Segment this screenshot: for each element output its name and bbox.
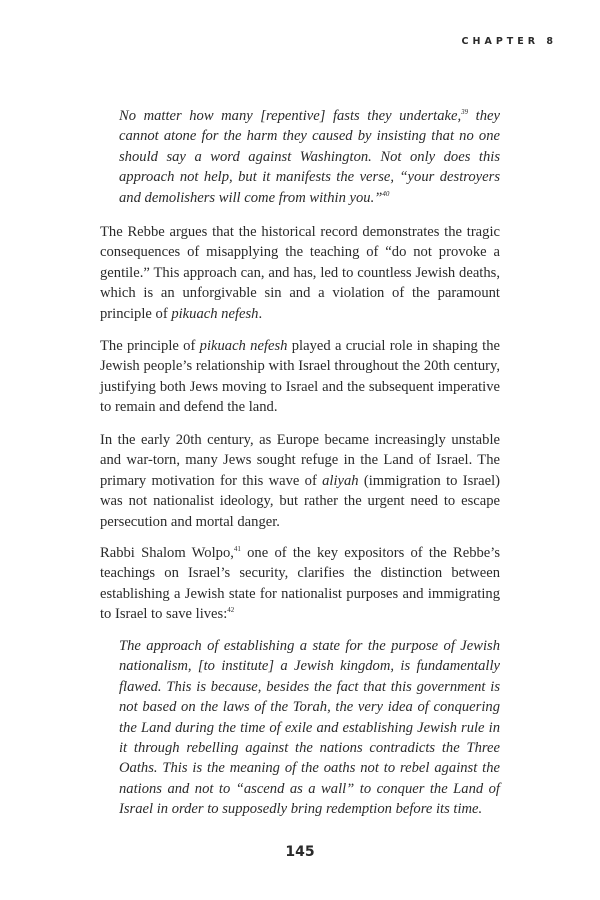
paragraph-3-start: In the early 20th century, as Europe became increasingly unstable and war-torn, many Jews sought refuge in the Land of Israel. The primary motivation for this wave of <box>100 432 500 489</box>
running-head: CHAPTER 8 <box>461 36 557 47</box>
term-pikuach-nefesh: pikuach nefesh <box>171 305 259 322</box>
paragraph-2 <box>100 336 500 418</box>
paragraph-1-end: . <box>258 305 263 322</box>
paragraph-1-text: The Rebbe argues that the historical record demonstrates the tragic consequences of misapplying the teaching of “do not provoke a gentile.” This approach can, and has, led to countless Jewish deaths, which is an unforgivable sin and a violation of the paramount principle of <box>100 224 500 322</box>
quote-2-text: The approach of establishing a state for the purpose of Jewish nationalism, [to institute] a Jewish kingdom, is fundamentally flawed. This is because, besides the fact that this government is not based on the laws of the Torah, the very idea of conquering the Land during the time of exile and establishing Jewish rule in it through rebelling against the nations contradicts the Three Oaths. This is the meaning of the oaths not to rebel against the nations and not to “ascend as a wall” to conquer the Land of Israel in order to supposedly bring redemption before its time. <box>119 638 500 818</box>
term-aliyah: aliyah <box>322 472 359 489</box>
paragraph-2-text: played a crucial role in shaping the Jewish people’s relationship with Israel throughout the 20th century, justifying both Jews moving to Israel and the subsequent imperative to remain and defend the land. <box>100 338 500 416</box>
quote-1-text-cont: they cannot atone for the harm they caused by insisting that no one should say a word against Washington. Not only does this approach not help, but it manifests the verse, “your destroyers and demolishers will come from within you.” <box>119 108 500 206</box>
paragraph-3-text: (immigration to Israel) was not nationalist ideology, but rather the urgent need to escape persecution and mortal danger. <box>100 472 501 530</box>
quote-1-text: No matter how many [repentive] fasts they undertake, <box>119 108 462 124</box>
footnote-ref-42[interactable]: 42 <box>227 606 235 615</box>
block-quote-2 <box>119 636 500 820</box>
footnote-ref-41[interactable]: 41 <box>233 545 241 553</box>
paragraph-4-text: one of the key expositors of the Rebbe’s teachings on Israel’s security, clarifies the distinction between establishing a Jewish state for nationalist purposes and immigrating to Israel to save lives: <box>100 545 501 623</box>
paragraph-3 <box>100 430 500 532</box>
term-pikuach-nefesh: pikuach nefesh <box>199 338 288 354</box>
paragraph-4-start: Rabbi Shalom Wolpo, <box>100 545 234 561</box>
block-quote-1 <box>119 106 500 208</box>
footnote-ref-40[interactable]: 40 <box>382 189 390 198</box>
page-number: 145 <box>285 844 315 860</box>
footnote-ref-39[interactable]: 39 <box>461 108 469 116</box>
paragraph-2-start: The principle of <box>100 338 200 354</box>
paragraph-4 <box>100 543 500 625</box>
paragraph-1 <box>100 222 500 324</box>
